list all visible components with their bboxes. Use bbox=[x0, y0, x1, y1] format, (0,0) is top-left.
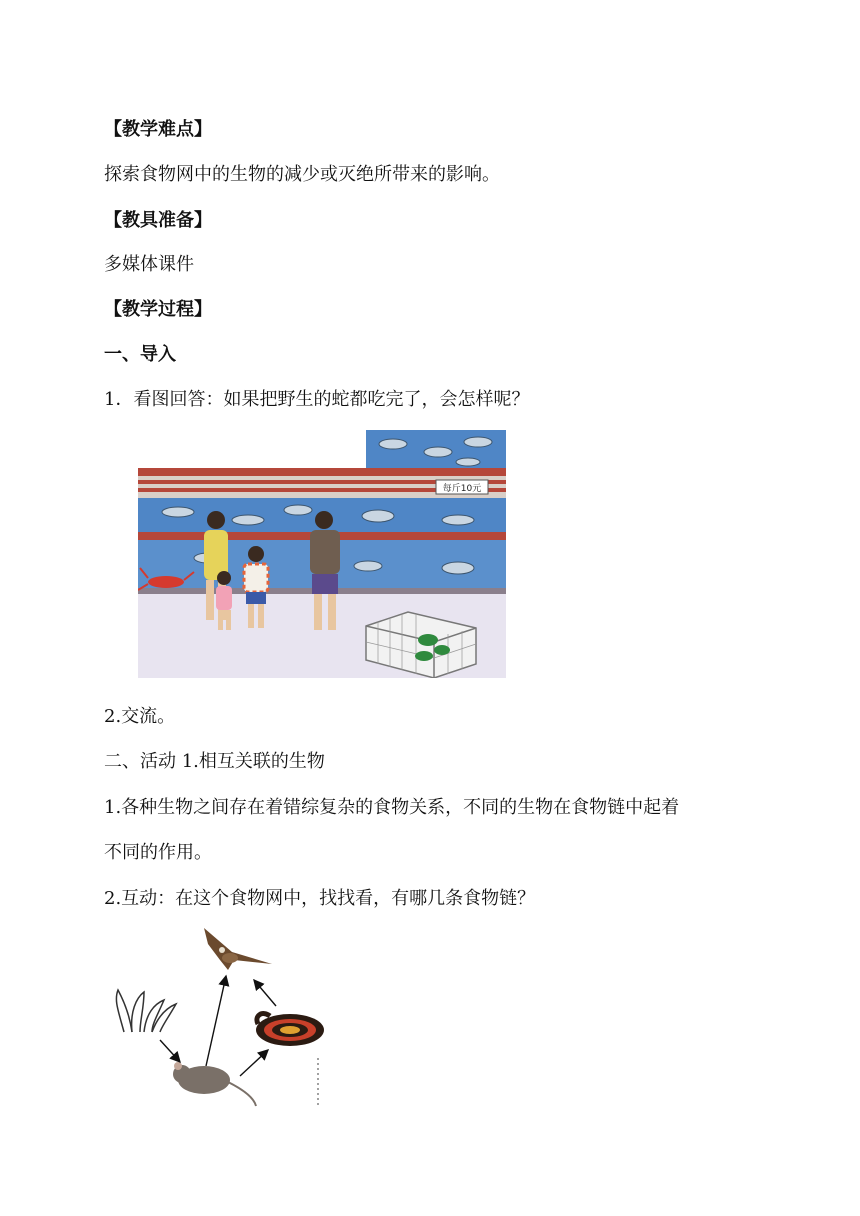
snake-icon bbox=[256, 1014, 324, 1046]
step-2-text: 2.交流。 bbox=[104, 706, 176, 727]
arrow-mouse-to-eagle bbox=[206, 976, 226, 1066]
process-heading: 【教学过程】 bbox=[104, 299, 212, 320]
activity-paragraph-1-line-1: 1.各种生物之间存在着错综复杂的食物关系，不同的生物在食物链中起着 bbox=[104, 797, 680, 818]
step-1-text: 1．看图回答：如果把野生的蛇都吃完了，会怎样呢？ bbox=[104, 389, 530, 410]
arrow-snake-to-eagle bbox=[254, 980, 276, 1006]
activity-paragraph-2: 2.互动：在这个食物网中，找找看，有哪几条食物链？ bbox=[104, 888, 536, 909]
price-sign-text: 每斤10元 bbox=[442, 484, 482, 494]
activity-heading: 二、活动 1.相互关联的生物 bbox=[104, 751, 325, 772]
difficulty-text: 探索食物网中的生物的减少或灭绝所带来的影响。 bbox=[104, 164, 500, 185]
arrow-mouse-to-snake bbox=[240, 1050, 268, 1076]
tools-text: 多媒体课件 bbox=[104, 254, 194, 275]
tools-heading: 【教具准备】 bbox=[104, 210, 212, 231]
activity-paragraph-1-line-2: 不同的作用。 bbox=[104, 842, 212, 863]
grass-icon bbox=[116, 990, 176, 1032]
eagle-icon bbox=[204, 928, 272, 970]
intro-heading: 一、导入 bbox=[104, 344, 176, 365]
fish-market-illustration bbox=[138, 428, 506, 678]
food-web-diagram bbox=[104, 920, 334, 1115]
difficulty-heading: 【教学难点】 bbox=[104, 119, 212, 140]
mouse-icon bbox=[173, 1062, 256, 1106]
arrow-grass-to-mouse bbox=[160, 1040, 180, 1062]
